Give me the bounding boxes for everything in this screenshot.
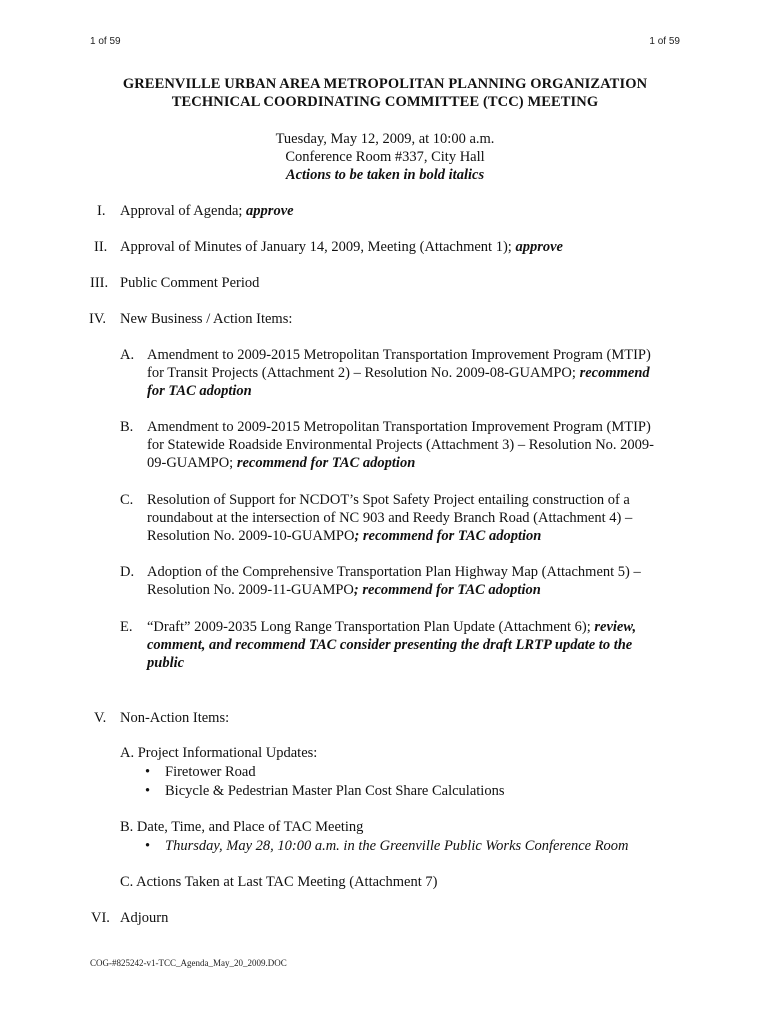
meeting-location: Conference Room #337, City Hall — [285, 149, 485, 165]
item-iv-e-line1 — [147, 619, 636, 636]
item-ii-label: Approval of Minutes of January 14, 2009, Meeting (Attachment 1); — [120, 239, 516, 255]
item-iv-d-line2 — [147, 582, 541, 599]
item-iv-c-line2: roundabout at the intersection of NC 903 and Reedy Branch Road (Attachment 4) – — [147, 510, 633, 526]
actions-note: Actions to be taken in bold italics — [285, 167, 485, 183]
item-i-action: approve — [246, 203, 294, 219]
item-v-b-label: B. Date, Time, and Place of TAC Meeting — [120, 819, 364, 835]
item-iv-number: IV. — [89, 311, 107, 327]
item-iv-c-line3 — [147, 528, 541, 545]
item-v-a-bullet-2: Bicycle & Pedestrian Master Plan Cost Share Calculations — [165, 783, 505, 799]
item-iv-b-line1: Amendment to 2009-2015 Metropolitan Transportation Improvement Program (MTIP) — [147, 419, 651, 435]
item-v-c-label: C. Actions Taken at Last TAC Meeting (Attachment 7) — [120, 874, 438, 890]
title-line-1: GREENVILLE URBAN AREA METROPOLITAN PLANNING ORGANIZATION — [122, 76, 648, 92]
item-iv-e-letter: E. — [120, 619, 133, 635]
item-ii-text — [120, 239, 563, 256]
item-iv-a-line3: for TAC adoption — [147, 383, 252, 399]
title-line-2: TECHNICAL COORDINATING COMMITTEE (TCC) MEETING — [171, 94, 599, 110]
item-ii-action: approve — [515, 239, 563, 255]
item-v-text: Non-Action Items: — [120, 710, 230, 726]
item-iv-a-line2 — [147, 365, 650, 382]
bullet-icon: • — [145, 764, 151, 780]
item-iv-d-line2-action: ; recommend for TAC adoption — [353, 582, 541, 598]
item-iv-a-line2-action: recommend — [579, 365, 650, 381]
item-iv-d-letter: D. — [120, 564, 135, 580]
item-iv-e-line1-action: review, — [594, 619, 637, 635]
item-ii-number: II. — [94, 239, 108, 255]
item-iv-c-letter: C. — [120, 492, 134, 508]
page-number-left: 1 of 59 — [90, 36, 121, 47]
item-iv-a-letter: A. — [120, 347, 135, 363]
item-iv-b-line2: for Statewide Roadside Environmental Projects (Attachment 3) – Resolution No. 2009- — [147, 437, 654, 453]
item-iv-c-line3-action: ; recommend for TAC adoption — [354, 528, 542, 544]
item-iv-d-line2-text: Resolution No. 2009-11-GUAMPO — [147, 582, 354, 598]
item-iv-e-line1-text: “Draft” 2009-2035 Long Range Transportation Plan Update (Attachment 6); — [147, 619, 595, 635]
item-v-a-bullet-1: Firetower Road — [165, 764, 256, 780]
item-vi-number: VI. — [91, 910, 110, 926]
item-iv-text: New Business / Action Items: — [120, 311, 293, 327]
bullet-icon: • — [145, 838, 151, 854]
item-v-a-label: A. Project Informational Updates: — [120, 745, 318, 761]
item-v-number: V. — [94, 710, 107, 726]
item-iv-c-line3-text: Resolution No. 2009-10-GUAMPO — [147, 528, 355, 544]
item-iv-c-line1: Resolution of Support for NCDOT’s Spot Safety Project entailing construction of a — [147, 492, 630, 508]
item-iv-d-line1: Adoption of the Comprehensive Transportation Plan Highway Map (Attachment 5) – — [147, 564, 641, 580]
item-iv-b-line3-text: 09-GUAMPO; — [147, 455, 237, 471]
item-iv-b-line3-action: recommend for TAC adoption — [236, 455, 416, 471]
item-v-b-bullet-1: Thursday, May 28, 10:00 a.m. in the Greenville Public Works Conference Room — [165, 838, 629, 854]
item-vi-text: Adjourn — [120, 910, 169, 926]
item-iv-e-line2: comment, and recommend TAC consider presenting the draft LRTP update to the — [147, 637, 633, 653]
item-iii-text: Public Comment Period — [120, 275, 260, 291]
item-iv-a-line2-text: for Transit Projects (Attachment 2) – Resolution No. 2009-08-GUAMPO; — [147, 365, 580, 381]
document-footer: COG-#825242-v1-TCC_Agenda_May_20_2009.DOC — [90, 958, 287, 968]
item-i-text — [120, 203, 294, 220]
item-iii-number: III. — [90, 275, 109, 291]
meeting-date: Tuesday, May 12, 2009, at 10:00 a.m. — [275, 131, 495, 147]
item-iv-a-line1: Amendment to 2009-2015 Metropolitan Transportation Improvement Program (MTIP) — [147, 347, 651, 363]
item-i-label: Approval of Agenda; — [120, 203, 247, 219]
item-iv-e-line3: public — [147, 655, 185, 671]
page-number-right: 1 of 59 — [649, 36, 680, 47]
bullet-icon: • — [145, 783, 151, 799]
item-i-number: I. — [97, 203, 106, 219]
item-iv-b-line3 — [147, 455, 415, 472]
item-iv-b-letter: B. — [120, 419, 134, 435]
